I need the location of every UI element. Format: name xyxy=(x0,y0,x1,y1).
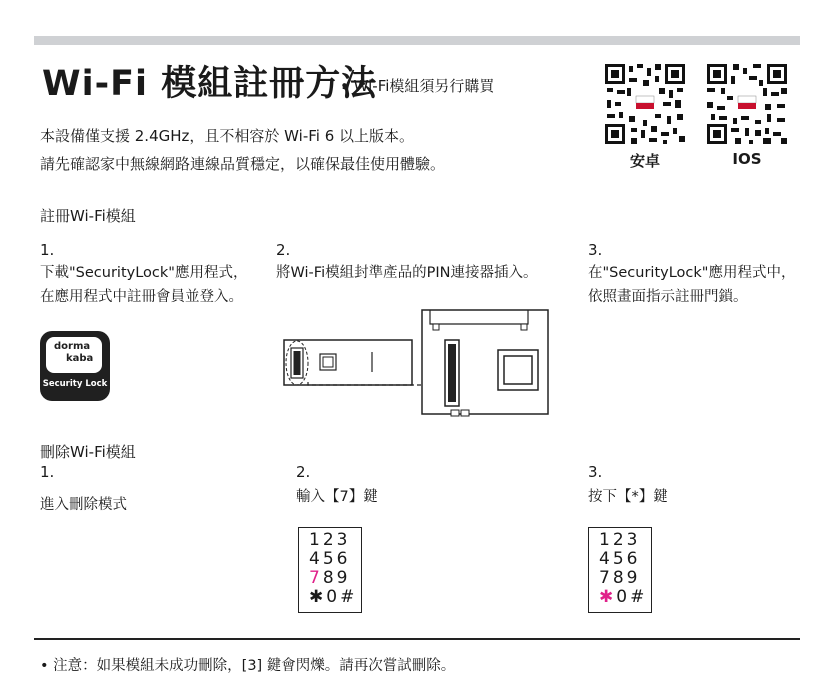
delete-step-3-number: 3. xyxy=(588,463,603,481)
dormakaba-logo xyxy=(46,337,102,373)
product-board-icon xyxy=(422,310,548,416)
keypad-row-4 xyxy=(599,588,651,607)
keypad-row-3 xyxy=(309,569,361,588)
keypad-key-7-highlighted: 7 xyxy=(309,568,323,588)
register-section-heading: 註冊Wi-Fi模組 xyxy=(40,207,136,225)
delete-step-3-text: 按下【*】鍵 xyxy=(588,489,668,505)
top-divider-bar xyxy=(34,36,800,45)
intro-line-1: 本設備僅支援 2.4GHz，且不相容於 Wi-Fi 6 以上版本。 xyxy=(40,127,415,145)
wifi-module-insertion-diagram xyxy=(280,308,550,420)
register-step-2-line-1: 將Wi-Fi模組封準產品的PIN連接器插入。 xyxy=(276,265,538,281)
keypad-row-2: 456 xyxy=(599,549,641,569)
keypad-keys-8-9: 89 xyxy=(322,568,351,588)
brand-line-2: kaba xyxy=(66,353,94,364)
keypad-row-1: 123 xyxy=(599,530,641,550)
bottom-divider xyxy=(34,638,800,640)
ios-qr-label: IOS xyxy=(732,150,762,168)
security-lock-app-icon[interactable] xyxy=(40,331,110,401)
register-step-1-line-1: 下載"SecurityLock"應用程式， xyxy=(40,265,248,281)
keypad-press-star xyxy=(588,527,652,613)
register-step-1-number: 1. xyxy=(40,241,55,259)
delete-step-2-text: 輸入【7】鍵 xyxy=(296,489,378,505)
footer-note: • 注意：如果模組未成功刪除，[3] 鍵會閃爍。請再次嘗試刪除。 xyxy=(40,658,456,674)
delete-step-1-text: 進入刪除模式 xyxy=(40,497,127,513)
register-step-3-line-1: 在"SecurityLock"應用程式中， xyxy=(588,265,796,281)
android-qr-label: 安卓 xyxy=(629,152,660,170)
app-icon-name: Security Lock xyxy=(42,379,108,389)
intro-line-2: 請先確認家中無線網路連線品質穩定，以確保最佳使用體驗。 xyxy=(40,155,446,173)
brand-line-1: dorma xyxy=(54,341,91,352)
delete-step-2-number: 2. xyxy=(296,463,311,481)
keypad-row-4 xyxy=(309,588,361,607)
wifi-module-icon xyxy=(284,340,412,385)
keypad-row-3: 789 xyxy=(599,568,641,588)
register-step-1-line-2: 在應用程式中註冊會員並登入。 xyxy=(40,289,243,305)
register-step-3-number: 3. xyxy=(588,241,603,259)
keypad-star-icon-highlighted: ✱ xyxy=(599,587,617,607)
keypad-row-1: 123 xyxy=(309,530,351,550)
delete-step-1-number: 1. xyxy=(40,463,55,481)
keypad-keys-0-hash: 0# xyxy=(616,587,648,607)
keypad-press-7 xyxy=(298,527,362,613)
keypad-star-icon: ✱ xyxy=(309,587,327,607)
keypad-row-2: 456 xyxy=(309,549,351,569)
android-qr-code[interactable] xyxy=(603,62,687,126)
register-step-2-number: 2. xyxy=(276,241,291,259)
ios-qr-code[interactable] xyxy=(705,62,789,126)
page-title: Wi-Fi 模組註冊方法 xyxy=(42,64,378,104)
delete-section-heading: 刪除Wi-Fi模組 xyxy=(40,443,136,461)
keypad-keys-0-hash: 0# xyxy=(326,587,358,607)
page-subtitle: • Wi-Fi模組須另行購買 xyxy=(340,77,495,95)
register-step-3-line-2: 依照畫面指示註冊門鎖。 xyxy=(588,289,748,305)
